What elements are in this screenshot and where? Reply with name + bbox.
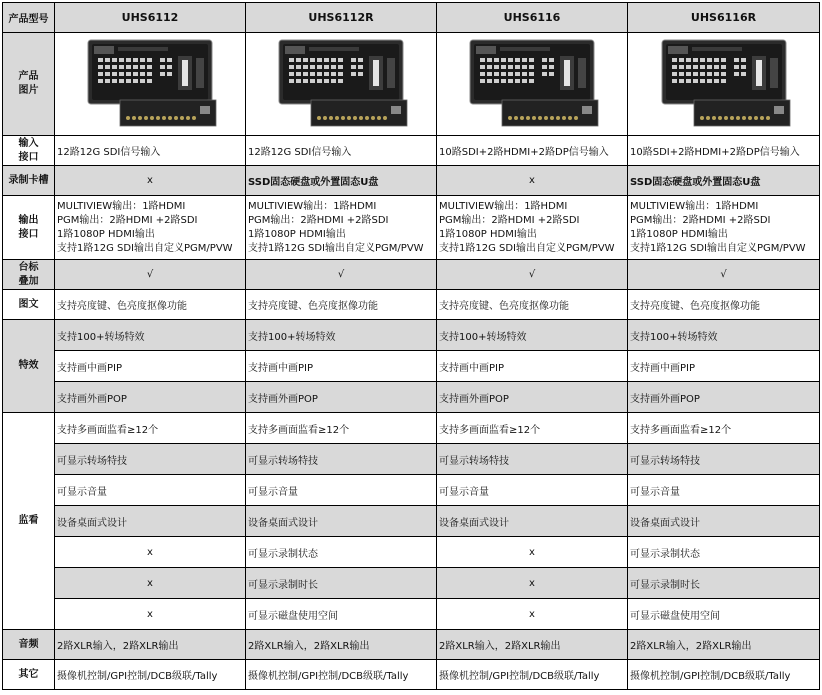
effects-value: 支持100+转场特效 bbox=[437, 320, 628, 351]
monitor-row bbox=[3, 506, 820, 537]
output-line: 1路1080P HDMI输出 bbox=[57, 228, 155, 240]
row-label-image bbox=[3, 33, 55, 136]
monitor-value: 可显示音量 bbox=[55, 475, 246, 506]
other-value: 摄像机控制/GPI控制/DCB级联/Tally bbox=[628, 660, 820, 690]
monitor-row bbox=[3, 413, 820, 444]
product-image-cell bbox=[55, 33, 246, 136]
row-label-input bbox=[3, 136, 55, 166]
header-label: 产品型号 bbox=[3, 3, 55, 33]
graphics-row bbox=[3, 290, 820, 320]
output-line: 支持1路12G SDI输出自定义PGM/PVW bbox=[57, 242, 233, 254]
monitor-value: 可显示转场特技 bbox=[246, 444, 437, 475]
row-label-other: 其它 bbox=[3, 660, 55, 690]
monitor-row bbox=[3, 599, 820, 630]
monitor-value: x bbox=[55, 537, 246, 568]
product-image-cell bbox=[246, 33, 437, 136]
monitor-value: 支持多画面监看≥12个 bbox=[437, 413, 628, 444]
product-image-cell bbox=[628, 33, 820, 136]
row-label-audio: 音频 bbox=[3, 630, 55, 660]
monitor-value: x bbox=[55, 568, 246, 599]
output-line: 支持1路12G SDI输出自定义PGM/PVW bbox=[248, 242, 424, 254]
monitor-value: 支持多画面监看≥12个 bbox=[628, 413, 820, 444]
model-name: UHS6116 bbox=[437, 3, 628, 33]
other-value: 摄像机控制/GPI控制/DCB级联/Tally bbox=[246, 660, 437, 690]
output-line: PGM输出：2路HDMI +2路SDI bbox=[57, 214, 198, 226]
graphics-value: 支持亮度键、色亮度抠像功能 bbox=[246, 290, 437, 320]
monitor-value: x bbox=[437, 568, 628, 599]
output-cell bbox=[55, 196, 246, 260]
monitor-row bbox=[3, 537, 820, 568]
output-cell bbox=[246, 196, 437, 260]
output-line: MULTIVIEW输出：1路HDMI bbox=[57, 200, 186, 212]
overlay-value: √ bbox=[246, 260, 437, 290]
row-label-graphics: 图文 bbox=[3, 290, 55, 320]
overlay-value: √ bbox=[437, 260, 628, 290]
output-line: 1路1080P HDMI输出 bbox=[630, 228, 728, 240]
output-line: MULTIVIEW输出：1路HDMI bbox=[248, 200, 377, 212]
image-row bbox=[3, 33, 820, 136]
graphics-value: 支持亮度键、色亮度抠像功能 bbox=[55, 290, 246, 320]
output-cell bbox=[628, 196, 820, 260]
other-row bbox=[3, 660, 820, 690]
monitor-value: 可显示转场特技 bbox=[628, 444, 820, 475]
product-image-cell bbox=[437, 33, 628, 136]
row-label-record: 录制卡槽 bbox=[3, 166, 55, 196]
header-row bbox=[3, 3, 820, 33]
monitor-value: 可显示录制时长 bbox=[628, 568, 820, 599]
output-line: 1路1080P HDMI输出 bbox=[439, 228, 537, 240]
model-name: UHS6116R bbox=[628, 3, 820, 33]
video-switcher-device-image bbox=[462, 38, 602, 130]
overlay-row bbox=[3, 260, 820, 290]
row-label-overlay bbox=[3, 260, 55, 290]
other-value: 摄像机控制/GPI控制/DCB级联/Tally bbox=[55, 660, 246, 690]
effects-value: 支持画外画POP bbox=[628, 382, 820, 413]
monitor-value: x bbox=[55, 599, 246, 630]
monitor-value: 可显示录制状态 bbox=[246, 537, 437, 568]
monitor-value: 支持多画面监看≥12个 bbox=[246, 413, 437, 444]
output-line: 支持1路12G SDI输出自定义PGM/PVW bbox=[439, 242, 615, 254]
effects-row bbox=[3, 351, 820, 382]
monitor-value: x bbox=[437, 537, 628, 568]
graphics-value: 支持亮度键、色亮度抠像功能 bbox=[628, 290, 820, 320]
output-line: MULTIVIEW输出：1路HDMI bbox=[439, 200, 568, 212]
output-row bbox=[3, 196, 820, 260]
overlay-value: √ bbox=[55, 260, 246, 290]
effects-row bbox=[3, 382, 820, 413]
output-line: 1路1080P HDMI输出 bbox=[248, 228, 346, 240]
video-switcher-device-image bbox=[80, 38, 220, 130]
input-value: 12路12G SDI信号输入 bbox=[246, 136, 437, 166]
output-line: PGM输出：2路HDMI +2路SDI bbox=[630, 214, 771, 226]
row-label-output bbox=[3, 196, 55, 260]
record-value: x bbox=[55, 166, 246, 196]
effects-value: 支持画中画PIP bbox=[55, 351, 246, 382]
record-row bbox=[3, 166, 820, 196]
effects-value: 支持100+转场特效 bbox=[55, 320, 246, 351]
video-switcher-device-image bbox=[271, 38, 411, 130]
row-label-effects: 特效 bbox=[3, 320, 55, 413]
effects-value: 支持画外画POP bbox=[437, 382, 628, 413]
monitor-value: 可显示录制时长 bbox=[246, 568, 437, 599]
monitor-value: 设备桌面式设计 bbox=[437, 506, 628, 537]
monitor-value: 可显示磁盘使用空间 bbox=[628, 599, 820, 630]
output-line: MULTIVIEW输出：1路HDMI bbox=[630, 200, 759, 212]
video-switcher-device-image bbox=[654, 38, 794, 130]
monitor-value: 设备桌面式设计 bbox=[55, 506, 246, 537]
row-label-monitor: 监看 bbox=[3, 413, 55, 630]
audio-value: 2路XLR输入，2路XLR输出 bbox=[55, 630, 246, 660]
monitor-row bbox=[3, 568, 820, 599]
monitor-value: 可显示转场特技 bbox=[437, 444, 628, 475]
overlay-label: 台标 叠加 bbox=[18, 261, 39, 287]
output-label: 输出 接口 bbox=[18, 214, 39, 240]
monitor-value: 可显示转场特技 bbox=[55, 444, 246, 475]
effects-value: 支持画中画PIP bbox=[246, 351, 437, 382]
overlay-value: √ bbox=[628, 260, 820, 290]
record-value: x bbox=[437, 166, 628, 196]
effects-value: 支持画外画POP bbox=[246, 382, 437, 413]
effects-value: 支持画中画PIP bbox=[437, 351, 628, 382]
monitor-value: 设备桌面式设计 bbox=[628, 506, 820, 537]
monitor-row bbox=[3, 475, 820, 506]
audio-value: 2路XLR输入，2路XLR输出 bbox=[628, 630, 820, 660]
other-value: 摄像机控制/GPI控制/DCB级联/Tally bbox=[437, 660, 628, 690]
effects-value: 支持画中画PIP bbox=[628, 351, 820, 382]
monitor-value: x bbox=[437, 599, 628, 630]
monitor-value: 可显示磁盘使用空间 bbox=[246, 599, 437, 630]
effects-value: 支持100+转场特效 bbox=[246, 320, 437, 351]
monitor-value: 支持多画面监看≥12个 bbox=[55, 413, 246, 444]
output-cell bbox=[437, 196, 628, 260]
output-line: PGM输出：2路HDMI +2路SDI bbox=[248, 214, 389, 226]
record-value: SSD固态硬盘或外置固态U盘 bbox=[246, 166, 437, 196]
input-value: 10路SDI+2路HDMI+2路DP信号输入 bbox=[437, 136, 628, 166]
monitor-value: 设备桌面式设计 bbox=[246, 506, 437, 537]
monitor-value: 可显示音量 bbox=[437, 475, 628, 506]
input-value: 10路SDI+2路HDMI+2路DP信号输入 bbox=[628, 136, 820, 166]
effects-row bbox=[3, 320, 820, 351]
audio-value: 2路XLR输入，2路XLR输出 bbox=[246, 630, 437, 660]
record-value: SSD固态硬盘或外置固态U盘 bbox=[628, 166, 820, 196]
input-row bbox=[3, 136, 820, 166]
input-value: 12路12G SDI信号输入 bbox=[55, 136, 246, 166]
effects-value: 支持画外画POP bbox=[55, 382, 246, 413]
audio-value: 2路XLR输入，2路XLR输出 bbox=[437, 630, 628, 660]
monitor-row bbox=[3, 444, 820, 475]
model-name: UHS6112R bbox=[246, 3, 437, 33]
output-line: 支持1路12G SDI输出自定义PGM/PVW bbox=[630, 242, 806, 254]
graphics-value: 支持亮度键、色亮度抠像功能 bbox=[437, 290, 628, 320]
monitor-value: 可显示音量 bbox=[246, 475, 437, 506]
image-label: 产品 图片 bbox=[18, 71, 39, 96]
audio-row bbox=[3, 630, 820, 660]
input-label: 输入 接口 bbox=[18, 137, 39, 163]
output-line: PGM输出：2路HDMI +2路SDI bbox=[439, 214, 580, 226]
monitor-value: 可显示音量 bbox=[628, 475, 820, 506]
model-name: UHS6112 bbox=[55, 3, 246, 33]
monitor-value: 可显示录制状态 bbox=[628, 537, 820, 568]
effects-value: 支持100+转场特效 bbox=[628, 320, 820, 351]
spec-table bbox=[2, 2, 820, 690]
